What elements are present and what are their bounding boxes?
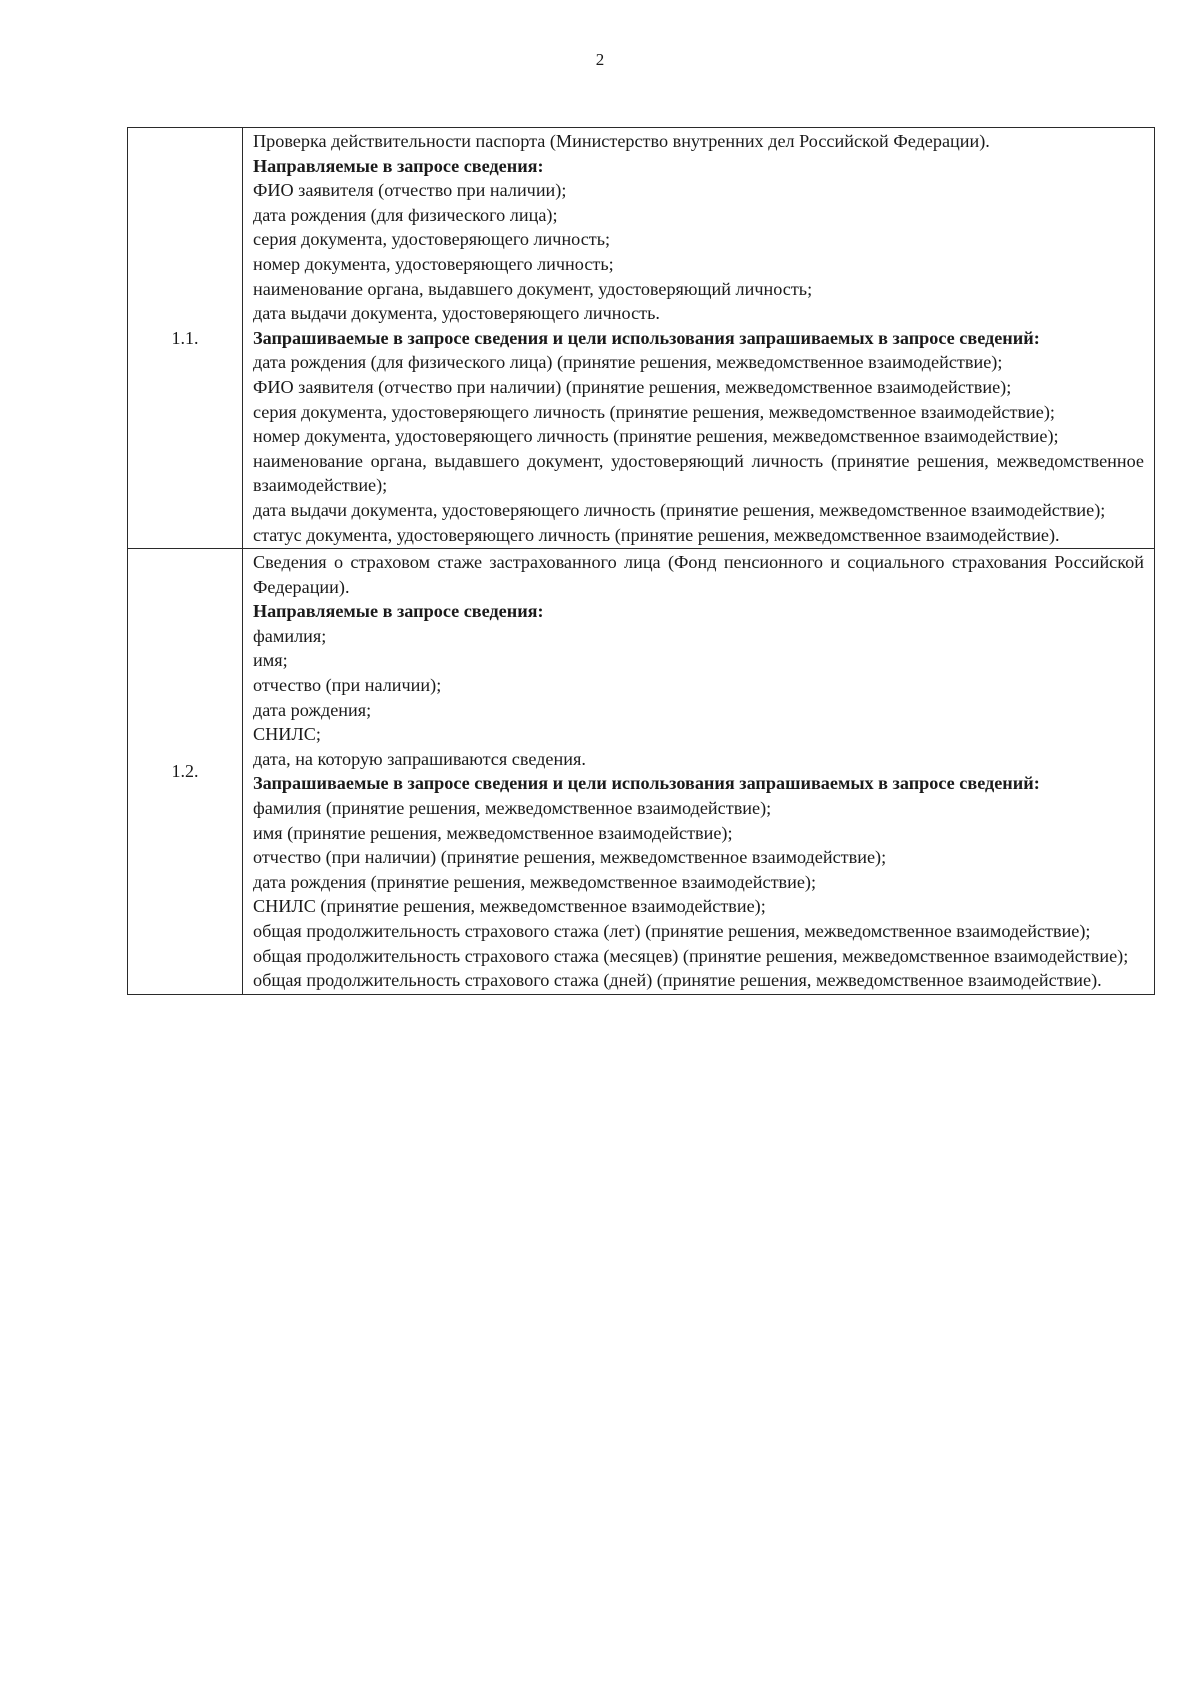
requested-heading: Запрашиваемые в запросе сведения и цели использования запрашиваемых в запросе сведений: <box>253 327 1040 348</box>
sent-heading: Направляемые в запросе сведения: <box>253 155 544 176</box>
row-content-cell <box>243 128 1155 549</box>
sent-item: дата выдачи документа, удостоверяющего личность. <box>253 303 660 324</box>
row-number: 1.1. <box>171 327 199 348</box>
requested-item: статус документа, удостоверяющего личность (принятие решения, межведомственное взаимодействие). <box>253 524 1060 545</box>
requested-item: наименование органа, выдавшего документ, удостоверяющий личность (принятие решения, межведомственное взаимодействие); <box>253 450 1144 496</box>
sent-item: фамилия; <box>253 625 327 646</box>
sent-item: дата рождения; <box>253 699 372 720</box>
sent-item: отчество (при наличии); <box>253 675 442 696</box>
sent-item: ФИО заявителя (отчество при наличии); <box>253 180 567 201</box>
requested-item: общая продолжительность страхового стажа (лет) (принятие решения, межведомственное взаимодействие); <box>253 921 1091 941</box>
requested-item: серия документа, удостоверяющего личность (принятие решения, межведомственное взаимодействие); <box>253 401 1055 422</box>
sent-item: СНИЛС; <box>253 724 321 745</box>
table-row-1-1 <box>128 128 1155 549</box>
table-row-1-2 <box>128 549 1155 995</box>
requested-item: номер документа, удостоверяющего личность (принятие решения, межведомственное взаимодействие); <box>253 426 1059 447</box>
row-title: Проверка действительности паспорта (Министерство внутренних дел Российской Федерации). <box>253 131 990 151</box>
requested-item: имя (принятие решения, межведомственное взаимодействие); <box>253 822 733 843</box>
sent-item: наименование органа, выдавшего документ, удостоверяющий личность; <box>253 278 813 299</box>
requested-item: дата выдачи документа, удостоверяющего личность (принятие решения, межведомственное взаимодействие); <box>253 499 1106 520</box>
requested-item: общая продолжительность страхового стажа (месяцев) (принятие решения, межведомственное взаимодействие); <box>253 945 1129 966</box>
requested-heading: Запрашиваемые в запросе сведения и цели использования запрашиваемых в запросе сведений: <box>253 773 1040 794</box>
row-number-cell <box>128 128 243 549</box>
requested-item: ФИО заявителя (отчество при наличии) (принятие решения, межведомственное взаимодействие); <box>253 376 1012 397</box>
row-content-cell <box>243 549 1155 995</box>
sent-item: дата рождения (для физического лица); <box>253 204 558 225</box>
sent-item: номер документа, удостоверяющего личность; <box>253 253 614 274</box>
sent-item: имя; <box>253 650 288 671</box>
row-number-cell <box>128 549 243 995</box>
data-table <box>127 127 1155 995</box>
requested-item: отчество (при наличии) (принятие решения, межведомственное взаимодействие); <box>253 847 887 868</box>
sent-item: серия документа, удостоверяющего личность; <box>253 229 611 250</box>
row-number: 1.2. <box>171 761 199 782</box>
requested-item: фамилия (принятие решения, межведомственное взаимодействие); <box>253 798 772 819</box>
requested-item: дата рождения (для физического лица) (принятие решения, межведомственное взаимодействие); <box>253 352 1003 373</box>
row-title: Сведения о страховом стаже застрахованного лица (Фонд пенсионного и социального страхования Российской Федерации). <box>253 552 1144 597</box>
page-number: 2 <box>595 50 605 69</box>
sent-heading: Направляемые в запросе сведения: <box>253 601 544 622</box>
requested-item: дата рождения (принятие решения, межведомственное взаимодействие); <box>253 871 817 892</box>
requested-item: СНИЛС (принятие решения, межведомственное взаимодействие); <box>253 896 766 917</box>
requested-item: общая продолжительность страхового стажа (дней) (принятие решения, межведомственное взаимодействие). <box>253 970 1102 991</box>
sent-item: дата, на которую запрашиваются сведения. <box>253 748 586 769</box>
